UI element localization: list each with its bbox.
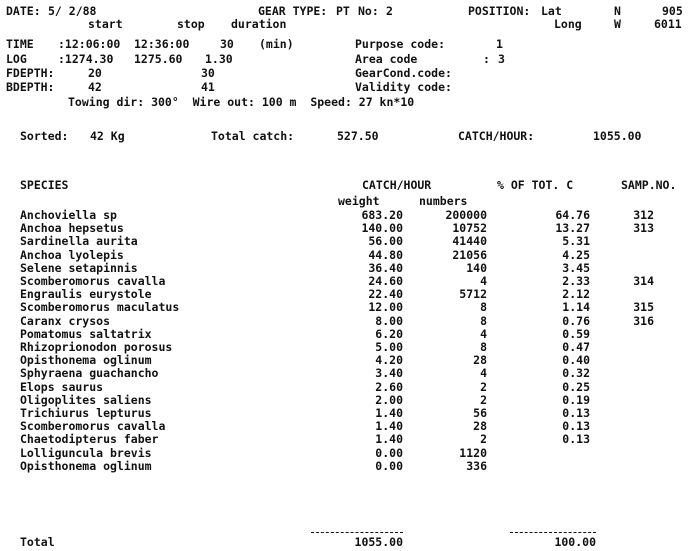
position-label: POSITION: [468,4,531,18]
percent-value: 3.45 [562,260,590,275]
lat-value: 905 [662,4,683,18]
species-name: Scomberomorus maculatus [20,300,180,315]
no-label: No: [358,4,379,18]
numbers-value: 2 [480,432,487,447]
numbers-value: 28 [473,353,487,368]
species-name: Rhizoprionodon porosus [20,340,173,354]
weight-value: 5.00 [375,340,403,354]
date-value: 5/ 2/88 [48,4,97,18]
percent-value: 0.13 [562,432,590,447]
species-name: Opisthonema oglinum [20,353,152,368]
weight-value: 683.20 [361,208,403,222]
percent-total-heading: % OF TOT. C [497,178,574,192]
time-stop: 12:36:00 [134,37,190,51]
species-name: Engraulis eurystole [20,287,152,302]
purpose-code-label: Purpose code: [355,37,446,51]
fdepth-label: FDEPTH: [6,66,55,80]
catch-per-hour-label: CATCH/HOUR: [458,129,535,143]
area-code-value: 3 [498,52,505,66]
log-start: :1274.30 [58,52,114,66]
date-label: DATE: [6,4,41,18]
weight-value: 2.60 [375,379,403,394]
numbers-value: 8 [480,313,487,328]
species-name: Trichiurus lepturus [20,406,152,420]
species-name: Anchoa lyolepis [20,247,124,262]
species-name: Pomatomus saltatrix [20,326,152,341]
percent-value: 0.32 [562,366,590,381]
percent-value: 0.13 [562,406,590,420]
bdepth-stop: 41 [201,80,215,94]
numbers-value: 4 [480,274,487,288]
total-weight-value: 1055.00 [354,535,403,549]
weight-value: 36.40 [368,260,403,275]
weight-value: 1.40 [375,406,403,420]
long-label: Long [554,17,582,31]
percent-value: 0.40 [562,353,590,368]
no-value: 2 [386,4,393,18]
weight-value: 24.60 [368,274,403,288]
bdepth-label: BDEPTH: [6,80,55,94]
time-unit: (min) [259,37,294,51]
weight-value: 0.00 [375,445,403,460]
numbers-value: 28 [473,419,487,434]
species-name: Oligoplites saliens [20,392,152,407]
time-duration: 30 [220,37,234,51]
numbers-value: 1120 [459,445,487,460]
weight-value: 140.00 [361,221,403,236]
log-label: LOG [6,52,27,66]
species-name: Scomberomorus cavalla [20,274,166,288]
gear-type-value: PT [336,4,350,18]
percent-value: 0.76 [562,313,590,328]
percent-value: 2.33 [562,274,590,288]
percent-value: 0.13 [562,419,590,434]
purpose-code-value: 1 [496,37,503,51]
catch-per-hour-value: 1055.00 [593,129,642,143]
sample-number-value: 312 [633,208,654,222]
percent-value: 0.47 [562,340,590,354]
numbers-value: 5712 [459,287,487,302]
percent-value: 0.19 [562,392,590,407]
lat-label: Lat [541,4,562,18]
weight-value: 0.00 [375,458,403,473]
numbers-value: 8 [480,340,487,354]
sample-number-value: 314 [633,274,654,288]
catch-hour-heading: CATCH/HOUR [362,178,432,192]
log-duration: 1.30 [205,52,233,66]
bdepth-start: 42 [88,80,102,94]
total-percent-value: 100.00 [554,535,596,549]
species-name: Anchoa hepsetus [20,221,124,236]
numbers-value: 4 [480,366,487,381]
weight-heading: weight [338,194,380,208]
fdepth-stop: 30 [201,66,215,80]
total-catch-value: 527.50 [337,129,379,143]
numbers-value: 200000 [445,208,487,222]
weight-value: 6.20 [375,326,403,341]
area-code-separator: : [483,52,490,66]
fdepth-start: 20 [88,66,102,80]
numbers-value: 2 [480,392,487,407]
weight-value: 1.40 [375,432,403,447]
sample-number-value: 313 [633,221,654,236]
species-name: Opisthonema oglinum [20,458,152,473]
numbers-value: 336 [466,458,487,473]
sample-number-value: 316 [633,313,654,328]
species-name: Lolliguncula brevis [20,445,152,460]
sample-number-heading: SAMP.NO. [621,178,677,192]
percent-value: 0.25 [562,379,590,394]
weight-value: 56.00 [368,234,403,249]
numbers-value: 4 [480,326,487,341]
species-name: Sardinella aurita [20,234,138,249]
percent-value: 5.31 [562,234,590,249]
towing-info-line: Towing dir: 300° Wire out: 100 m Speed: 27 kn*10 [68,95,415,109]
col-duration-heading: duration [231,17,287,31]
species-name: Anchoviella sp [20,208,117,222]
weight-value: 44.80 [368,247,403,262]
time-start: :12:06:00 [58,37,121,51]
lat-hemisphere: N [614,4,621,18]
gear-condition-label: GearCond.code: [355,66,452,80]
percent-value: 64.76 [555,208,590,222]
log-stop: 1275.60 [134,52,183,66]
sorted-label: Sorted: [20,129,69,143]
species-name: Selene setapinnis [20,260,138,275]
numbers-value: 10752 [452,221,487,236]
species-name: Caranx crysos [20,313,111,328]
numbers-value: 21056 [452,247,487,262]
weight-value: 3.40 [375,366,403,381]
numbers-value: 41440 [452,234,487,249]
col-stop-heading: stop [177,17,205,31]
species-name: Elops saurus [20,379,104,394]
weight-value: 2.00 [375,392,403,407]
time-label: TIME [6,37,34,51]
weight-value: 4.20 [375,353,403,368]
species-name: Chaetodipterus faber [20,432,159,447]
weight-value: 8.00 [375,313,403,328]
percent-value: 0.59 [562,326,590,341]
percent-total-rule [510,532,596,533]
percent-value: 2.12 [562,287,590,302]
long-hemisphere: W [614,17,621,31]
species-name: Sphyraena guachancho [20,366,159,381]
numbers-value: 2 [480,379,487,394]
total-catch-label: Total catch: [211,129,295,143]
weight-value: 22.40 [368,287,403,302]
weight-value: 1.40 [375,419,403,434]
weight-value: 12.00 [368,300,403,315]
sample-number-value: 315 [633,300,654,315]
numbers-value: 56 [473,406,487,420]
sorted-value: 42 Kg [90,129,125,143]
long-value: 6011 [654,17,682,31]
validity-code-label: Validity code: [355,80,452,94]
weight-total-rule [311,532,403,533]
area-code-label: Area code [355,52,418,66]
percent-value: 1.14 [562,300,590,315]
percent-value: 4.25 [562,247,590,262]
numbers-value: 8 [480,300,487,315]
col-start-heading: start [88,17,123,31]
numbers-value: 140 [466,260,487,275]
total-label: Total [20,535,55,549]
species-heading: SPECIES [20,178,69,192]
gear-type-label: GEAR TYPE: [258,4,328,18]
numbers-heading: numbers [419,194,468,208]
species-name: Scomberomorus cavalla [20,419,166,434]
percent-value: 13.27 [555,221,590,236]
